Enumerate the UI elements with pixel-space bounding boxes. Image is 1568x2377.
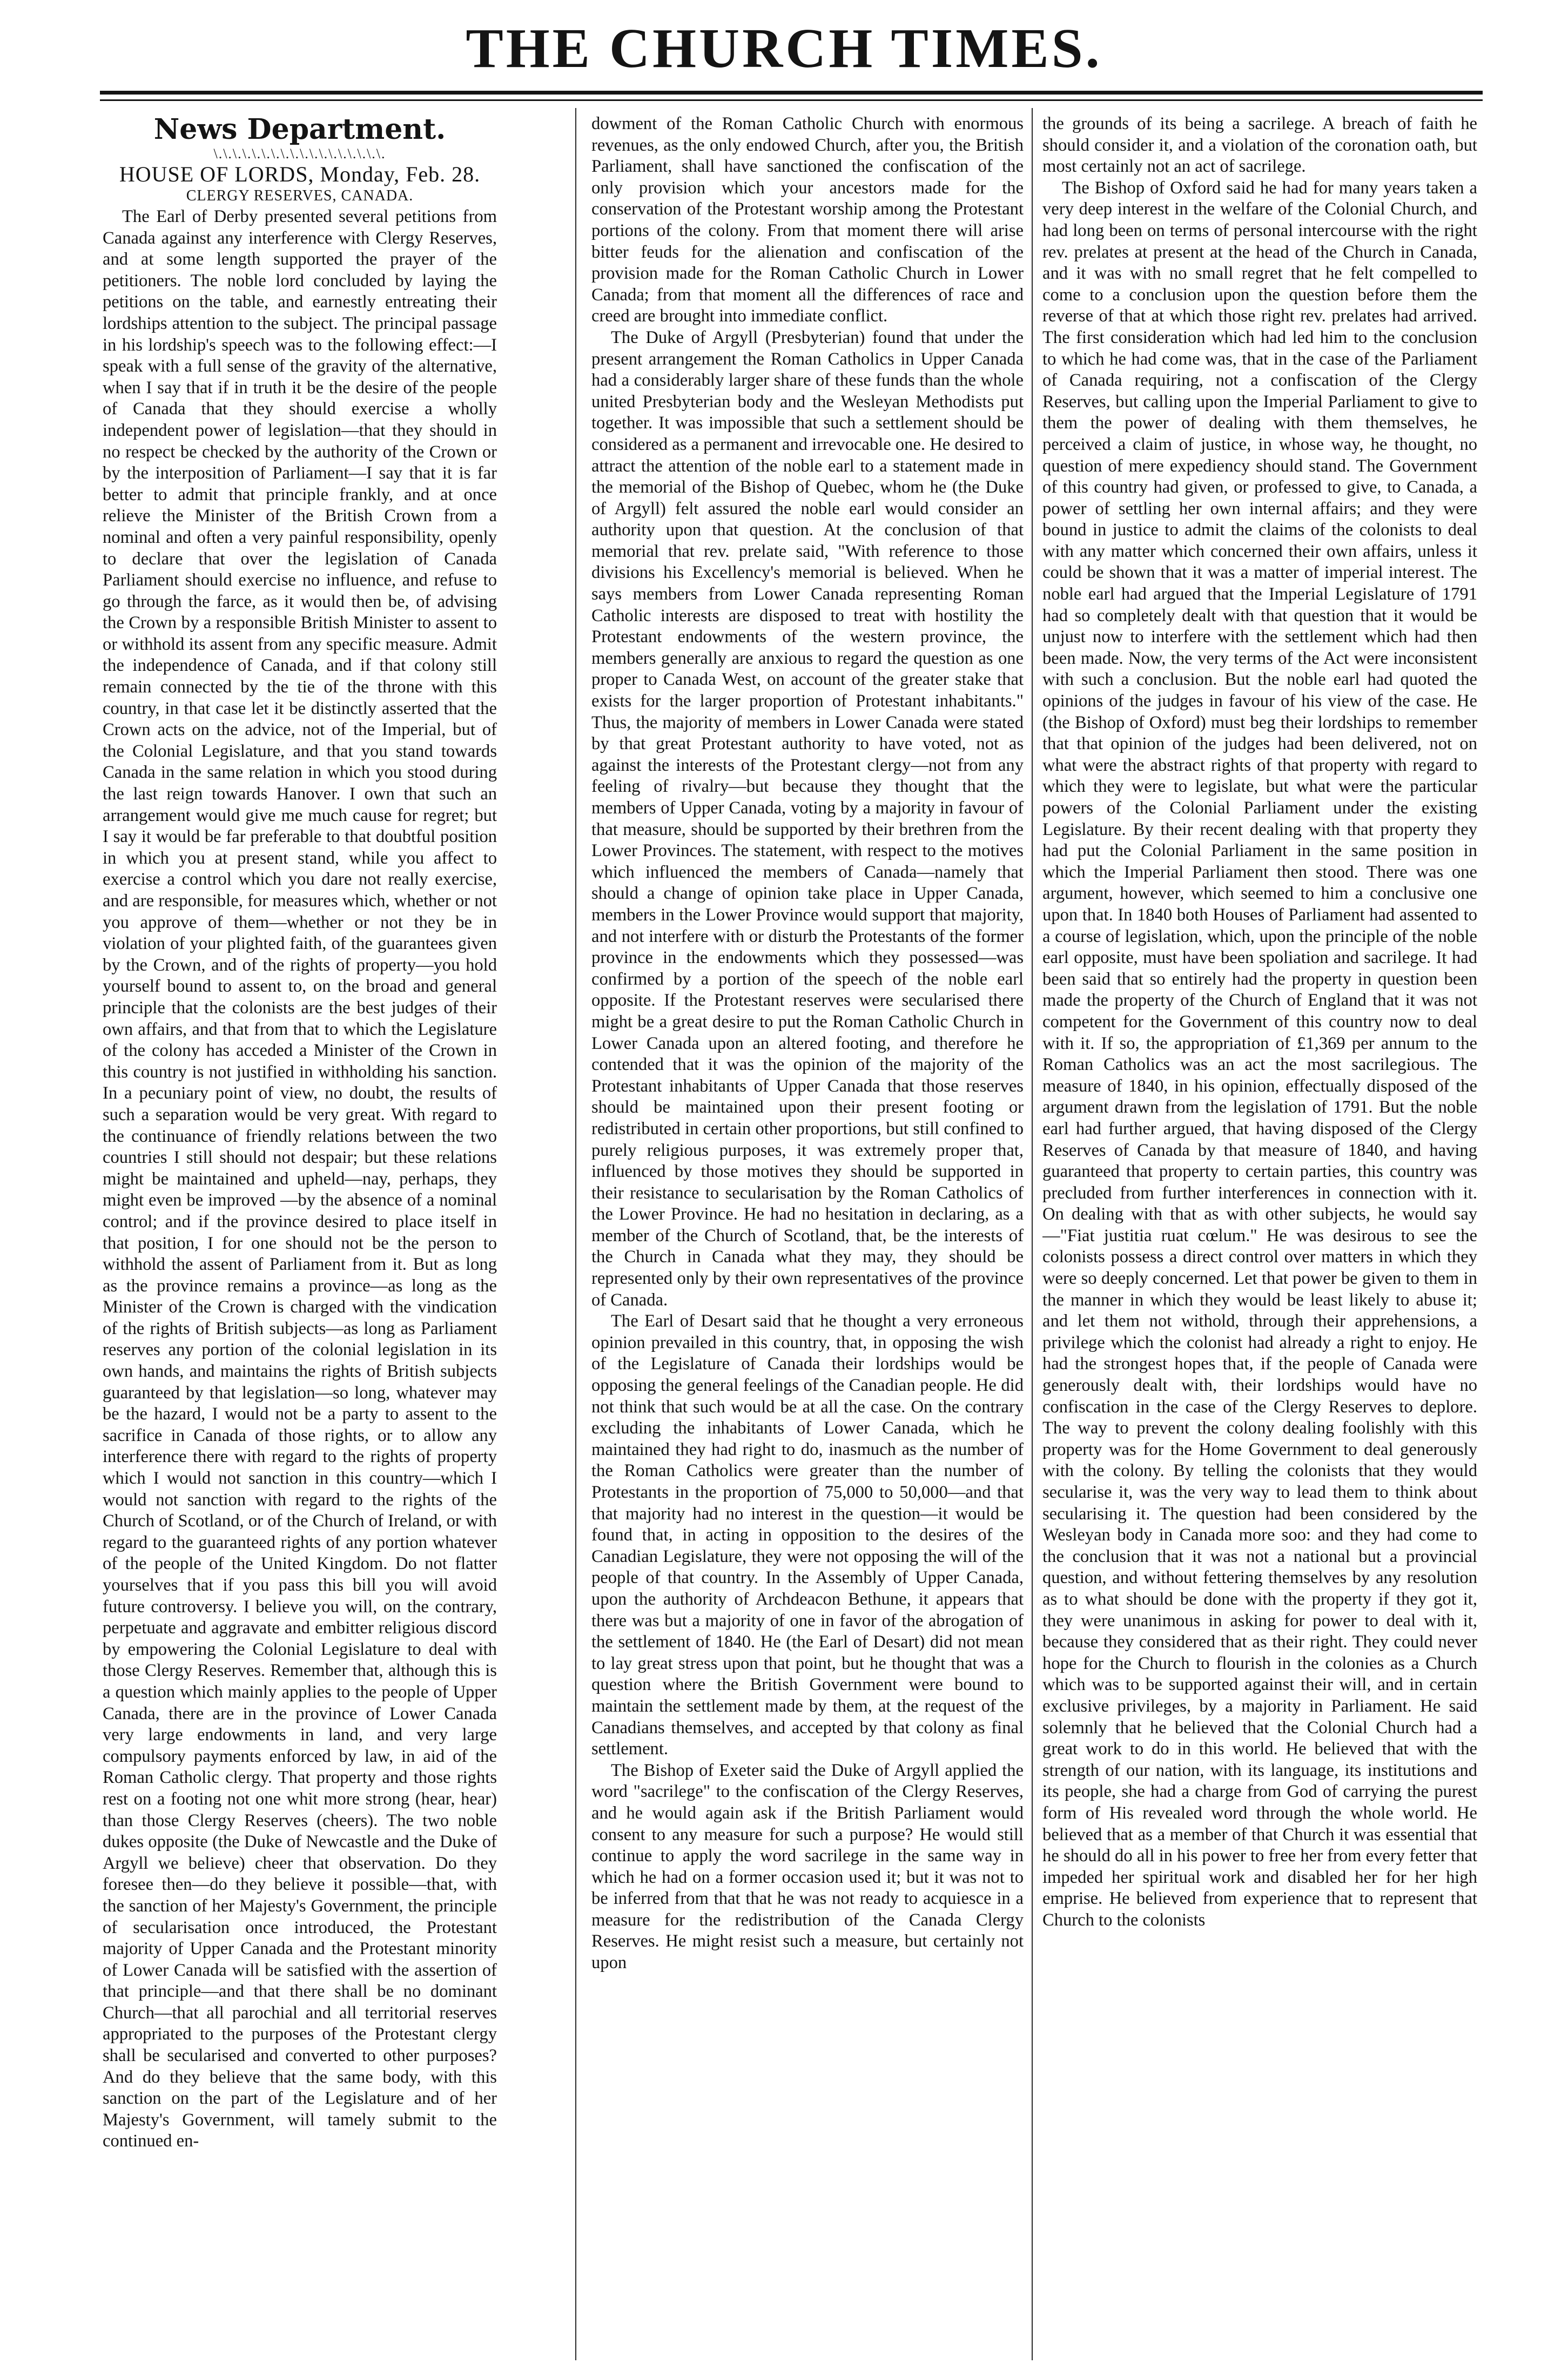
- article-paragraph: the grounds of its being a sacrilege. A breach of faith he should consider it, and a violation of the coronation oath, but most certainly not an act of sacrilege.: [1042, 114, 1477, 177]
- column-1: [103, 113, 497, 2360]
- article-heading: HOUSE OF LORDS, Monday, Feb. 28.: [119, 162, 481, 186]
- article-paragraph: The Earl of Desart said that he thought a very erroneous opinion prevailed in this country, that, in opposing the wish of the Legislature of Canada their lordships would be opposing the general feelings of the Canadian people. He did not think that such would be at all the case. On the contrary excluding the inhabitants of Lower Canada, which he maintained they had right to do, inasmuch as the number of the Roman Catholics were greater than the number of Protestants in the proportion of 75,000 to 50,000—and that that majority had no interest in the question—it would be found that, in acting in opposition to the desires of the Canadian Legislature, they were not opposing the will of the people of that country. In the Assembly of Upper Canada, upon the authority of Archdeacon Bethune, it appears that there was but a majority of one in favor of the abrogation of the settlement of 1840. He (the Earl of Desart) did not mean to lay great stress upon that point, but he thought that was a question where the British Government were bound to maintain the settlement made by them, at the request of the Canadians themselves, and accepted by that colony as final settlement.: [591, 1311, 1024, 1759]
- column-2: [591, 113, 1024, 2360]
- article-subheading: CLERGY RESERVES, CANADA.: [186, 187, 414, 204]
- article-paragraph: The Bishop of Exeter said the Duke of Argyll applied the word "sacrilege" to the confiscation of the Clergy Reserves, and he would again ask if the British Parliament would consent to any measure for such a purpose? He would still continue to apply the word sacrilege in the same way in which he had on a former occasion used it; but it was not to be inferred from that that he was not ready to acquiesce in a measure for the redistribution of the Canada Clergy Reserves. He might resist such a measure, but certainly not upon: [591, 1760, 1024, 1973]
- article-paragraph: The Duke of Argyll (Presbyterian) found that under the present arrangement the Roman Catholics in Upper Canada had a considerably larger share of these funds than the whole united Presbyterian body and the Wesleyan Methodists put together. It was impossible that such a settlement should be considered as a permanent and irrevocable one. He desired to attract the attention of the noble earl to a statement made in the memorial of the Bishop of Quebec, whom he (the Duke of Argyll) felt assured the noble earl would consider an authority upon that question. At the conclusion of that memorial that rev. prelate said, "With reference to those divisions his Excellency's memorial is believed. When he says members from Lower Canada representing Roman Catholic interests are disposed to treat with hostility the Protestant endowments of the western province, the members generally are anxious to regard the question as one proper to Canada West, on account of the greater stake that exists for the larger proportion of Protestant inhabitants." Thus, the majority of members in Lower Canada were stated by that great Protestant authority to have voted, not as against the interests of the Protestant clergy—not from any feeling of rivalry—but because they thought that the members of Upper Canada, voting by a majority in favour of that measure, should be supported by their brethren from the Lower Provinces. The statement, with respect to the motives which influenced the members of Canada—namely that should a change of opinion take place in Upper Canada, members in the Lower Province would support that majority, and not interfere with or disturb the Protestants of the former province in the endowments which they possessed—was confirmed by a portion of the speech of the noble earl opposite. If the Protestant reserves were secularised there might be a great desire to put the Roman Catholic Church in Lower Canada upon an altered footing, and therefore he contended that it was the opinion of the majority of the Protestant inhabitants of Upper Canada that those reserves should be maintained upon their present footing or redistributed in certain other proportions, but still confined to purely religious purposes, it was extremely proper that, influenced by those motives they should be supported in their resistance to secularisation by the Roman Catholics of the Lower Province. He had no hesitation in declaring, as a member of the Church of Scotland, that, be the interests of the Church in Canada what they may, they should be represented only by their own representatives of the province of Canada.: [591, 327, 1024, 1310]
- column-3: [1042, 113, 1477, 2360]
- article-paragraph: dowment of the Roman Catholic Church with enormous revenues, as the only endowed Church, after you, the British Parliament, shall have sanctioned the confiscation of the only provision which your ancestors made for the conservation of the Protestant worship among the Protestant portions of the colony. From that moment there will arise bitter feuds for the alienation and confiscation of the provision made for the Roman Catholic Church in Lower Canada; from that moment all the differences of race and creed are brought into immediate conflict.: [591, 114, 1024, 326]
- article-paragraph: The Bishop of Oxford said he had for many years taken a very deep interest in the welfare of the Colonial Church, and had long been on terms of personal intercourse with the right rev. prelates at present at the head of the Church in Canada, and it was with no small regret that he felt compelled to come to a conclusion upon the question before them the reverse of that at which those right rev. prelates had arrived. The first consideration which had led him to the conclusion to which he had come was, that in the case of the Parliament of Canada requiring, not a confiscation of the Clergy Reserves, but calling upon the Imperial Parliament to give to them the power of dealing with them themselves, he perceived a claim of justice, in whose way, he thought, no question of mere expediency should stand. The Government of this country had given, or professed to give, to Canada, a power of settling her own internal affairs; and they were bound in justice to admit the claims of the colonists to deal with any matter which concerned their own affairs, unless it could be shown that it was a matter of imperial interest. The noble earl had argued that the Imperial Legislature of 1791 had so completely dealt with that question that it would be unjust now to interfere with the settlement which had then been made. Now, the very terms of the Act were inconsistent with such a conclusion. But the noble earl had quoted the opinions of the judges in favour of his view of the case. He (the Bishop of Oxford) must beg their lordships to remember that that opinion of the judges had been delivered, not on what were the abstract rights of that property with regard to which they were to legislate, but what were the particular powers of the Colonial Parliament under the existing Legislature. By their recent dealing with that property they had put the Colonial Parliament in the same position in which the Imperial Parliament then stood. There was one argument, however, which seemed to him a conclusive one upon that. In 1840 both Houses of Parliament had assented to a course of legislation, which, upon the principle of the noble earl opposite, must have been spoliation and sacrilege. It had been said that so entirely had the property in question been made the property of the Church of England that it was not competent for the Government of this country now to deal with it. If so, the appropriation of £1,369 per annum to the Roman Catholics was an act the most sacrilegious. The measure of 1840, in his opinion, effectually disposed of the argument drawn from the legislation of 1791. But the noble earl had further argued, that having disposed of the Clergy Reserves of Canada by that measure of 1840, and having guaranteed that property to certain parties, this country was precluded from further interferences in connection with it. On dealing with that as with other subjects, he would say—"Fiat justitia ruat cœlum." He was desirous to see the colonists possess a direct control over matters in which they were so deeply concerned. Let that power be given to them in the manner in which they would be least likely to abuse it; and let them not withold, through their apprehensions, a privilege which the colonist had already a right to enjoy. He had the strongest hopes that, if the people of Canada were generously dealt with, their lordships would have no confiscation in the case of the Clergy Reserves to deplore. The way to prevent the colony dealing foolishly with this property was for the Home Government to deal generously with the colony. By telling the colonists that they would secularise it, was the very way to lead them to think about secularising it. The question had been considered by the Wesleyan body in Canada more soo: and they had come to the conclusion that it was not a national but a provincial question, and without fettering themselves by any resolution as to what should be done with the property if they got it, they were unanimous in asking for power to deal with it, because they considered that as their right. They could never hope for the Church to flourish in the colonies as a Church which was to be supported against their will, and in certain exclusive privileges, by a majority in Parliament. He said solemnly that he believed that the Colonial Church had a great work to do in this world. He believed that with the strength of our nation, with its language, its institutions and its people, she had a charge from God of carrying the purest form of His revealed word through the whole world. He believed that as a member of that Church it was essential that he should do all in his power to free her from every fetter that impeded her spiritual work and disabled her for her high emprise. He believed from experience that to represent that Church to the colonists: [1042, 178, 1477, 1930]
- ornament-rule: \.\.\.\.\.\.\.\.\.\.\.\.\.\.\.\.\.\.: [213, 146, 386, 161]
- column-divider: [575, 108, 576, 2360]
- masthead-title: THE CHURCH TIMES.: [466, 17, 1102, 79]
- article-paragraph: The Earl of Derby presented several petitions from Canada against any interference with Clergy Reserves, and at some length supported the prayer of the petitioners. The noble lord concluded by laying the petitions on the table, and earnestly entreating their lordships attention to the subject. The principal passage in his lordship's speech was to the following effect:—I speak with a full sense of the gravity of the alternative, when I say that if in truth it be the desire of the people of Canada that they should exercise a wholly independent power of legislation—that they should in no respect be checked by the authority of the Crown or by the interposition of Parliament—I say that it is far better to admit that principle frankly, and at once relieve the Minister of the British Crown from a nominal and often a very painful responsibility, openly to declare that over the legislation of Canada Parliament should exercise no influence, and refuse to go through the farce, as it would then be, of advising the Crown by a responsible British Minister to assent to or withhold its assent from any specific measure. Admit the independence of Canada, and if that colony still remain connected by the tie of the throne with this country, in that case let it be distinctly asserted that the Crown acts on the advice, not of the Imperial, but of the Colonial Legislature, and that you stand towards Canada in the same relation in which you stood during the last reign towards Hanover. I own that such an arrangement would give me much cause for regret; but I say it would be far preferable to that doubtful position in which you at present stand, while you affect to exercise a control which you dare not really exercise, and are responsible, for measures which, whether or not you approve of them—whether or not they be in violation of your plighted faith, of the guarantees given by the Crown, and of the rights of property—you hold yourself bound to assent to, on the broad and general principle that the colonists are the best judges of their own affairs, and that from that to which the Legislature of the colony has acceded a Minister of the Crown in this country is not justified in withholding his sanction. In a pecuniary point of view, no doubt, the results of such a separation would be very great. With regard to the continuance of friendly relations between the two countries I still should not despair; but these relations might be maintained and upheld—nay, perhaps, they might even be improved —by the absence of a nominal control; and if the province desired to place itself in that position, I for one should not be the person to withhold the assent of Parliament from it. But as long as the province remains a province—as long as the Minister of the Crown is charged with the vindication of the rights of British subjects—as long as Parliament reserves any portion of the colonial legislation in its own hands, and maintains the rights of British subjects guaranteed by that legislation—so long, whatever may be the hazard, I would not be a party to assent to the sacrifice in Canada of those rights, or to allow any interference there with regard to the rights of property which I would not sanction in this country—which I would not sanction with regard to the rights of the Church of Scotland, or of the Church of Ireland, or with regard to the guaranteed rights of any portion whatever of the people of the United Kingdom. Do not flatter yourselves that if you pass this bill you will avoid future controversy. I believe you will, on the contrary, perpetuate and aggravate and embitter religious discord by empowering the Colonial Legislature to deal with those Clergy Reserves. Remember that, although this is a question which mainly applies to the people of Upper Canada, there are in the province of Lower Canada very large endowments in land, and very large compulsory payments enforced by law, in aid of the Roman Catholic clergy. That property and those rights rest on a footing not one whit more strong (hear, hear) than those Clergy Reserves (cheers). The two noble dukes opposite (the Duke of Newcastle and the Duke of Argyll we believe) cheer that observation. Do they foresee then—do they believe it possible—that, with the sanction of her Majesty's Government, the principle of secularisation once introduced, the Protestant majority of Upper Canada and the Protestant minority of Lower Canada will be satisfied with the assertion of that principle—and that there shall be no dominant Church—that all parochial and all territorial reserves appropriated to the purposes of the Protestant clergy shall be secularised and converted to other purposes? And do they believe that the same body, with this sanction on the part of the Legislature and of her Majesty's Government, will tamely submit to the continued en-: [103, 207, 497, 2151]
- masthead-rule-thin: [100, 99, 1483, 101]
- section-heading: News Department.: [153, 113, 446, 146]
- column-divider: [1032, 108, 1033, 2360]
- masthead-rule-thick: [100, 91, 1483, 95]
